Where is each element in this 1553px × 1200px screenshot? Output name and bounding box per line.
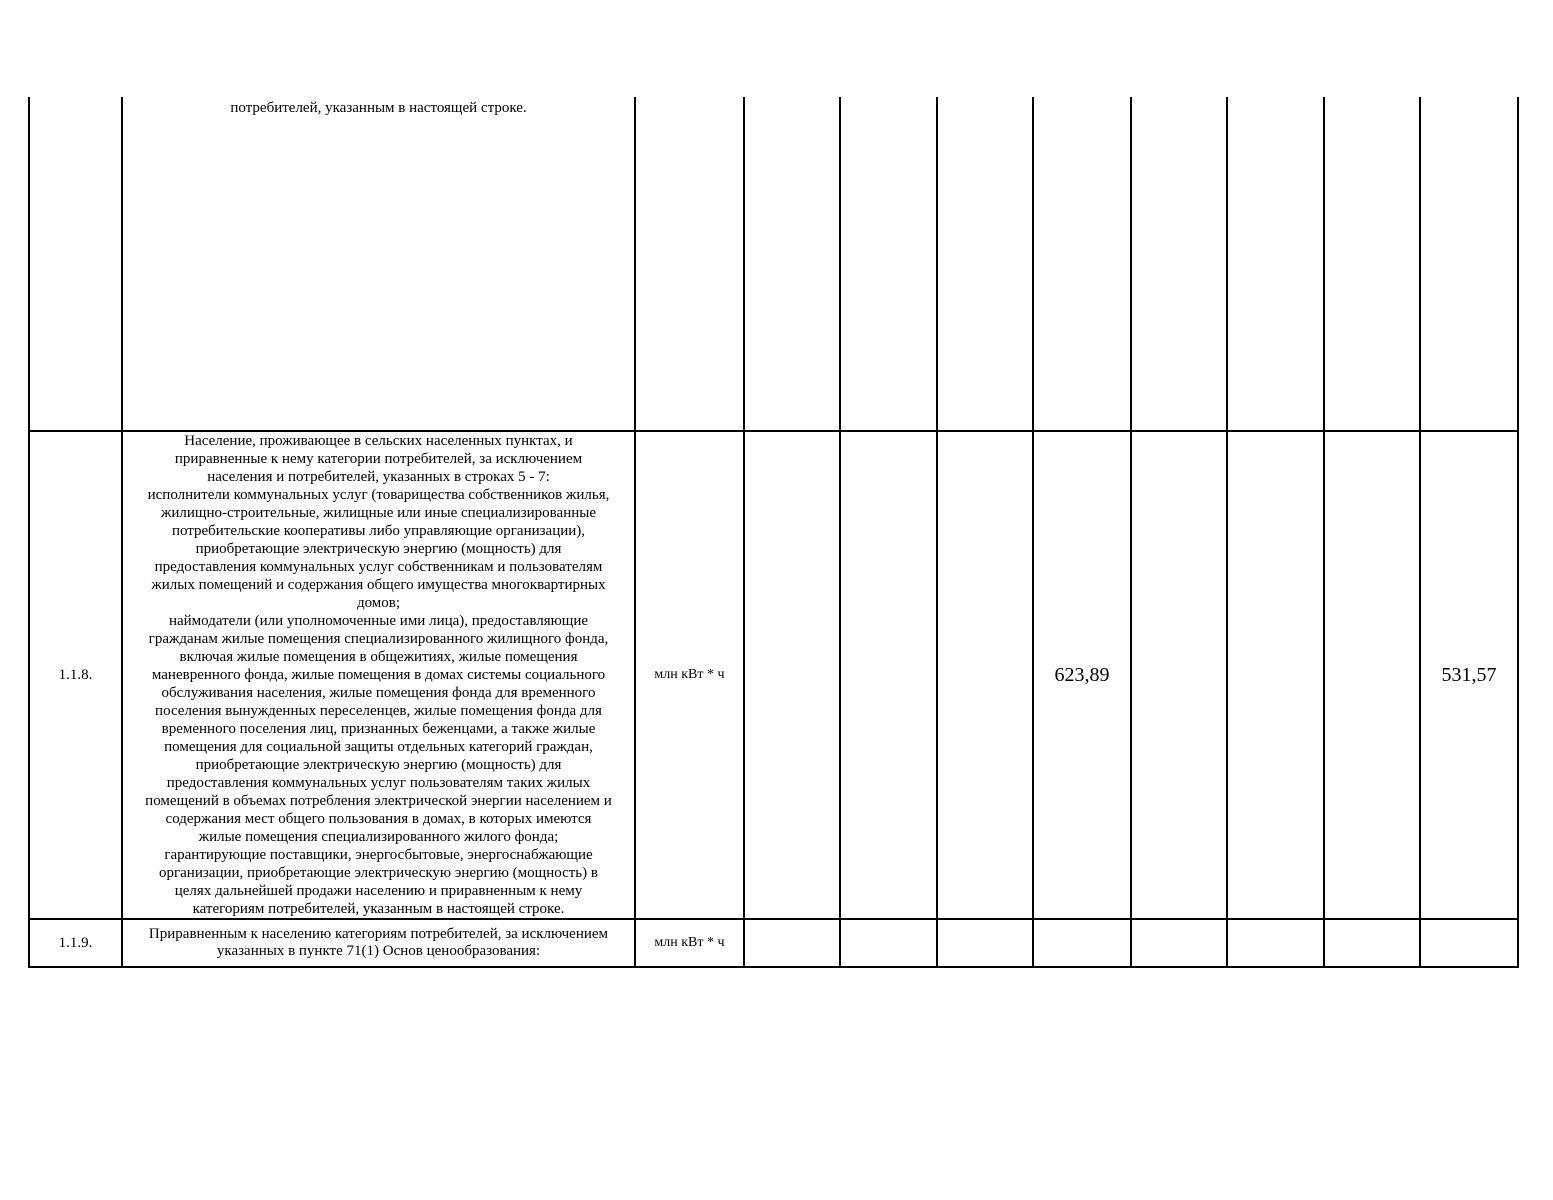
- cell-description: [122, 919, 635, 967]
- description-line: жилых помещений и содержания общего имущества многоквартирных: [151, 577, 606, 593]
- cell-number: [29, 97, 122, 431]
- cell-value: [1033, 97, 1131, 431]
- cell-value: [937, 431, 1033, 919]
- cell-value: [1420, 919, 1518, 967]
- description-line: указанных в пункте 71(1) Основ ценообразования:: [216, 943, 541, 959]
- row-unit: млн кВт * ч: [635, 431, 744, 919]
- cell-value: [1131, 919, 1227, 967]
- cell-value: [1324, 97, 1420, 431]
- description-line: временного поселения лиц, признанных беженцами, а также жилые: [161, 721, 596, 737]
- description-line: предоставления коммунальных услуг пользователям таких жилых: [166, 775, 591, 791]
- row-description: [123, 432, 634, 918]
- description-line: целях дальнейшей продажи населению и приравненным к нему: [174, 883, 583, 899]
- description-line: приравненные к нему категории потребителей, за исключением: [174, 451, 583, 467]
- description-line: маневренного фонда, жилые помещения в домах системы социального: [151, 667, 606, 683]
- description-line: содержания мест общего пользования в домах, в которых имеются: [165, 811, 592, 827]
- description-line: домов;: [356, 595, 401, 611]
- row-description: [123, 926, 634, 960]
- description-line: приобретающие электрическую энергию (мощность) для: [195, 541, 562, 557]
- description-line: потребительские кооперативы либо управляющие организации),: [171, 523, 586, 539]
- description-line: жилые помещения специализированного жилого фонда;: [198, 829, 559, 845]
- cell-description: [122, 97, 635, 431]
- description-line: помещений в объемах потребления электрической энергии населением и: [145, 793, 612, 809]
- cell-unit: [635, 97, 744, 431]
- description-line: Население, проживающее в сельских населенных пунктах, и: [184, 433, 573, 449]
- cell-value: 623,89: [1033, 431, 1131, 919]
- description-line: организации, приобретающие электрическую энергию (мощность) в: [159, 865, 598, 881]
- cell-value: [1227, 431, 1324, 919]
- description-line: населения и потребителей, указанных в строках 5 - 7:: [207, 469, 550, 485]
- cell-value: [937, 97, 1033, 431]
- cell-description: [122, 431, 635, 919]
- cell-value: 531,57: [1420, 431, 1518, 919]
- description-line: обслуживания населения, жилые помещения фонда для временного: [161, 685, 596, 701]
- cell-value: [744, 97, 840, 431]
- cell-value: [744, 431, 840, 919]
- table-row-1-1-8: [29, 431, 1518, 919]
- tariff-balance-table: [28, 97, 1519, 968]
- cell-value: [840, 97, 937, 431]
- row-unit: млн кВт * ч: [635, 919, 744, 967]
- cell-value: [1033, 919, 1131, 967]
- cell-value: [1227, 97, 1324, 431]
- cell-value: [1420, 97, 1518, 431]
- description-line: приобретающие электрическую энергию (мощность) для: [195, 757, 562, 773]
- cell-value: [744, 919, 840, 967]
- description-line: потребителей, указанным в настоящей строке.: [230, 100, 527, 116]
- description-line: категориям потребителей, указанным в настоящей строке.: [192, 901, 565, 917]
- table-row-1-1-9: [29, 919, 1518, 967]
- description-line: помещения для социальной защиты отдельных категорий граждан,: [164, 739, 593, 755]
- table-row-continuation: [29, 97, 1518, 431]
- cell-value: [1324, 431, 1420, 919]
- row-number: 1.1.8.: [29, 431, 122, 919]
- cell-value: [1131, 97, 1227, 431]
- cell-value: [1131, 431, 1227, 919]
- cell-value: [840, 431, 937, 919]
- cell-value: [1324, 919, 1420, 967]
- cell-value: [840, 919, 937, 967]
- row-description: [123, 97, 634, 117]
- description-line: поселения вынужденных переселенцев, жилые помещения фонда для: [155, 703, 602, 719]
- description-line: Приравненным к населению категориям потребителей, за исключением: [148, 926, 609, 942]
- description-line: наймодатели (или уполномоченные ими лица), предоставляющие: [168, 613, 589, 629]
- description-line: жилищно-строительные, жилищные или иные специализированные: [161, 505, 596, 521]
- row-number: 1.1.9.: [29, 919, 122, 967]
- description-line: предоставления коммунальных услуг собственникам и пользователям: [154, 559, 603, 575]
- description-line: гарантирующие поставщики, энергосбытовые, энергоснабжающие: [164, 847, 593, 863]
- description-line: гражданам жилые помещения специализированного жилищного фонда,: [148, 631, 609, 647]
- cell-value: [937, 919, 1033, 967]
- cell-value: [1227, 919, 1324, 967]
- description-line: исполнители коммунальных услуг (товарищества собственников жилья,: [147, 487, 610, 503]
- description-line: включая жилые помещения в общежитиях, жилые помещения: [179, 649, 578, 665]
